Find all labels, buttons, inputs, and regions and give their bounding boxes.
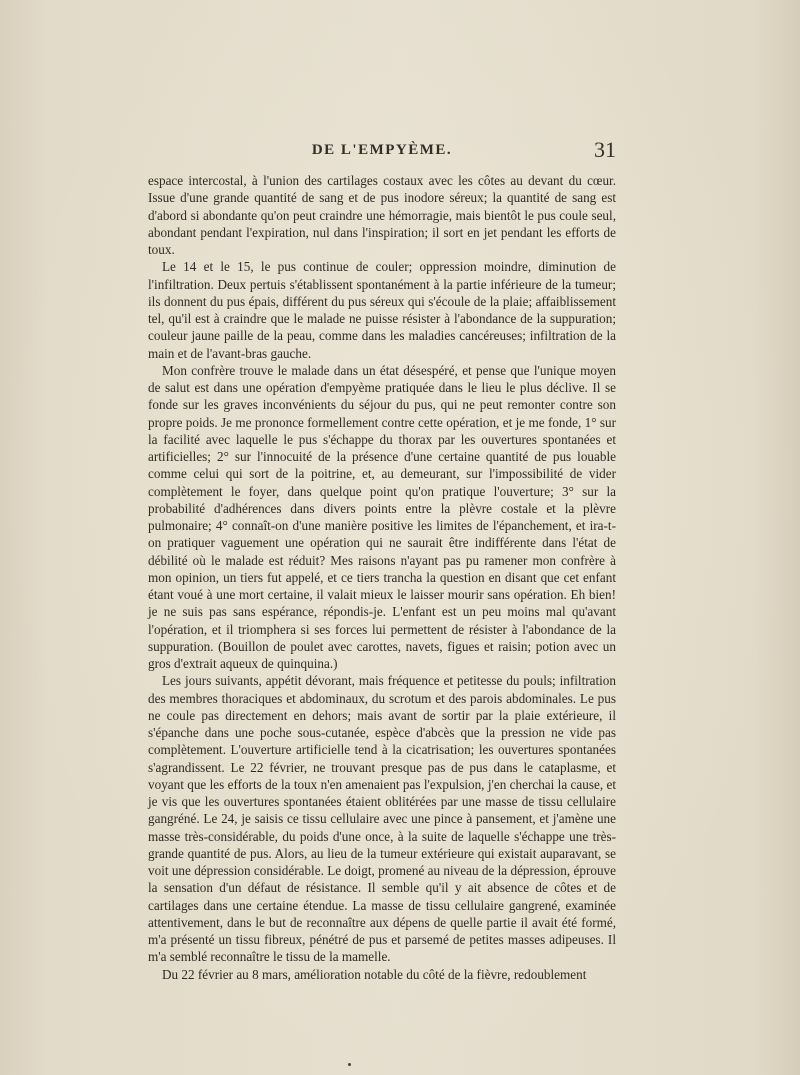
paragraph-14-15: Le 14 et le 15, le pus continue de couler; oppression moindre, diminution de l'infiltration. Deux pertuis s'établissent spontanément à la partie inférieure de la tumeur; ils donnent du pus épais, différent du pus séreux qui s'écoule de la plaie; affaiblissement tel, qu'il est à craindre que le malade ne puisse résister à l'abondance de la suppuration; couleur jaune paille de la peau, comme dans les maladies cancéreuses; infiltration de la main et de l'avant-bras gauche. xyxy=(148,259,616,361)
paragraph-confrere: Mon confrère trouve le malade dans un état désespéré, et pense que l'unique moyen de salut est dans une opération d'empyème pratiquée dans le lieu le plus déclive. Il se fonde sur les graves inconvénients du séjour du pus, qui ne peut remonter contre son propre poids. Je me prononce formellement contre cette opération, et je me fonde, 1° sur la facilité avec laquelle le pus s'échappe du thorax par les ouvertures spontanées et artificielles; 2° sur l'innocuité de la présence d'une certaine quantité de pus louable comme celui qui sort de la poitrine, et, au demeurant, sur l'impossibilité de vider complètement le foyer, dans quelque point qu'on pratique l'ouverture; 3° sur la probabilité d'adhérences dans divers points entre la plèvre costale et la plèvre pulmonaire; 4° connaît-on d'une manière positive les limites de l'épanchement, et ira-t-on pratiquer vaguement une opération qui ne saurait être indifférente dans l'état de débilité où le malade est réduit? Mes raisons n'ayant pas pu ramener mon confrère à mon opinion, un tiers fut appelé, et ce tiers trancha la question en disant que cet enfant étant voué à une mort certaine, il valait mieux le laisser mourir sans opération. Eh bien! je ne suis pas sans espérance, répondis-je. L'enfant est un peu moins mal qu'avant l'opération, et il triomphera si ses forces lui permettent de résister à l'abondance de la suppuration. (Bouillon de poulet avec carottes, navets, figues et raisin; potion avec un gros d'extrait aqueux de quinquina.) xyxy=(148,362,616,671)
paragraph-22-fevrier: Du 22 février au 8 mars, amélioration notable du côté de la fièvre, redoublement xyxy=(162,966,587,982)
chapter-title: DE L'EMPYÈME. xyxy=(311,142,453,158)
paragraph-jours-suivants: Les jours suivants, appétit dévorant, mais fréquence et petitesse du pouls; infiltration des membres thoraciques et abdominaux, du scrotum et des parois abdominales. Le pus ne coule pas directement en dehors; mais avant de sortir par la plaie extérieure, il s'épanche dans une poche sous-cutanée, espèce d'abcès que la pression ne vide pas complètement. L'ouverture artificielle tend à la cicatrisation; les ouvertures spontanées s'agrandissent. Le 22 février, ne trouvant presque pas de pus dans le cataplasme, et voyant que les efforts de la toux n'en amenaient pas l'expulsion, j'en cherchai la cause, et je vis que les ouvertures spontanées étaient oblitérées par une masse de tissu cellulaire gangréné. Le 24, je saisis ce tissu cellulaire avec une pince à pansement, et j'amène une masse très-considérable, du poids d'une once, à la suite de laquelle s'échappe une très-grande quantité de pus. Alors, au lieu de la tumeur extérieure qui existait auparavant, se voit une dépression considérable. Le doigt, promené au niveau de la dépression, éprouve la sensation d'un défaut de résistance. Il semble qu'il y ait absence de côtes et de cartilages dans une certaine étendue. La masse de tissu cellulaire gangrené, examinée attentivement, dans le but de reconnaître aux dépens de quelle partie il avait été formé, m'a présenté un tissu fibreux, pénétré de pus et parsemé de petites masses adipeuses. Il m'a semblé reconnaître le tissu de la mamelle. xyxy=(148,673,616,965)
body-text xyxy=(148,172,616,983)
paper-speck xyxy=(348,1063,351,1066)
page-number: 31 xyxy=(594,137,616,162)
paragraph-continuation: espace intercostal, à l'union des cartilages costaux avec les côtes au devant du cœur. Issue d'une grande quantité de sang et de pus inodore séreux; la quantité de sang est d'abord si abondante qu'on peut craindre une hémorragie, mais bientôt le pus coule seul, abondant pendant l'expiration, nul dans l'inspiration; il sort en jet pendant les efforts de toux. xyxy=(148,173,616,257)
running-head xyxy=(148,137,616,164)
